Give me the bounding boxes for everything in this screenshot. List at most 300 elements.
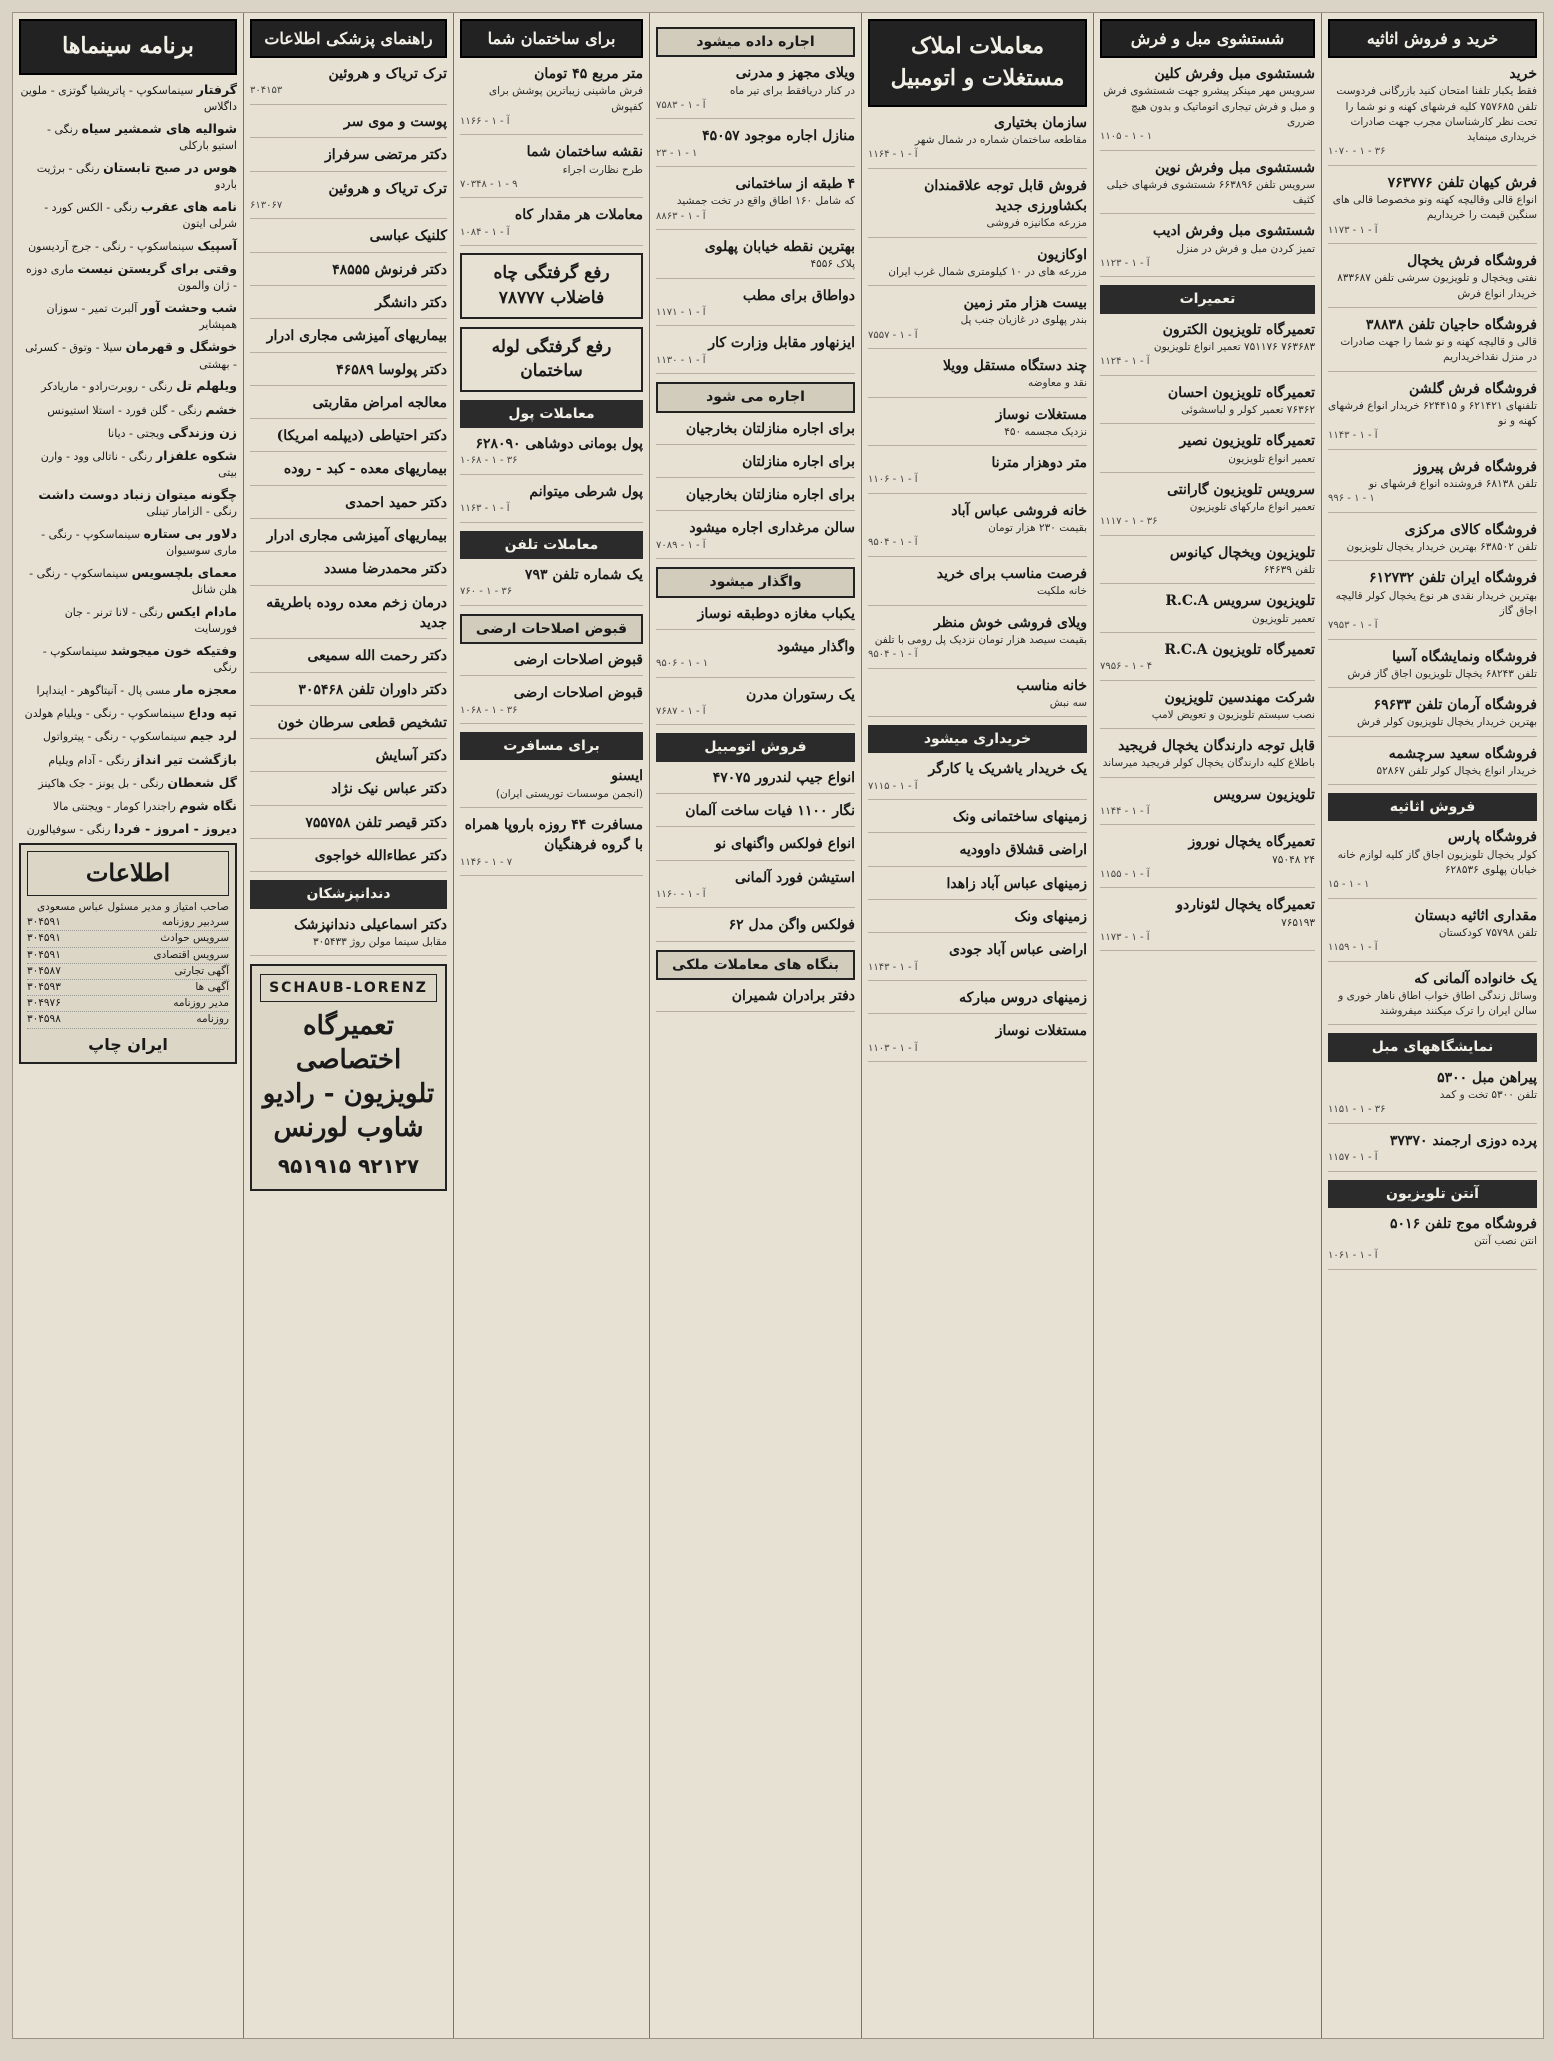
ad-title: مقداری اثاثیه دبستان	[1414, 907, 1537, 924]
ad-body: خریدار انواع یخچال کولر تلفن ۵۲۸۶۷	[1376, 764, 1537, 777]
film-details: سینماسکوپ - رنگی - ماری سوسیوان	[41, 527, 237, 558]
classified-ad	[1100, 64, 1315, 150]
ad-title: تعمیرگاه یخچال لئوناردو	[1176, 897, 1315, 914]
ad-title: تلویزیون ویخچال کیانوس	[1169, 544, 1315, 561]
ad-title: اوکازیون	[1037, 246, 1087, 263]
ad-body: تمیز کردن مبل و فرش در منزل	[1176, 242, 1315, 255]
ad-title: فرش کیهان تلفن ۷۶۳۷۷۶	[1387, 174, 1537, 191]
ad-title: یکباب مغازه دوطبقه نوساز	[697, 605, 855, 622]
ad-reference: ۱۱۲۴ - آ - ۱	[1100, 356, 1150, 368]
classified-ad	[250, 915, 447, 957]
ad-body: پلاک ۴۵۵۶	[810, 258, 855, 271]
film-details: سیلا - وتوق - کسرئی - بهشتی	[25, 341, 237, 371]
ad-title: دکتر دانشگر	[375, 294, 447, 311]
ad-reference: ۲۳ - ۱ - ۱	[656, 147, 698, 159]
cinema-listing	[19, 120, 237, 154]
ad-body: فرش ماشینی زیباترین پوشش برای کفپوش	[488, 85, 643, 113]
column-carpet-cleaning	[1093, 13, 1321, 2038]
film-details: رنگی - استیو بارکلی	[47, 122, 237, 153]
ad-title: دکتر محمدرضا مسدد	[323, 561, 447, 578]
ad-body: تعمیر انواع تلویزیون	[1228, 452, 1315, 465]
cinema-listing	[19, 681, 237, 699]
film-details: رنگی - لانا ترنر - جان فورسایت	[64, 606, 237, 636]
ad-title: فروشگاه کالای مرکزی	[1404, 521, 1537, 538]
classified-ad	[250, 393, 447, 419]
classified-ad	[656, 237, 855, 279]
film-title: مادام ایکس	[166, 604, 237, 620]
cinema-listing	[19, 820, 237, 838]
ad-title: ویلای مجهز و مدرنی	[735, 65, 855, 82]
cinema-listing	[19, 603, 237, 637]
promo-drain	[460, 253, 643, 318]
classified-ad	[250, 746, 447, 772]
ad-title: زمینهای ونک	[1014, 909, 1087, 926]
film-title: هوس در صبح تابستان	[103, 160, 237, 176]
film-details: آلبرت تمیر - سوزان همپشایر	[46, 302, 237, 332]
ad-body: نقد و معاوضه	[1028, 377, 1087, 390]
ad-title: دکتر آسایش	[375, 748, 447, 765]
ad-title: قبوض اصلاحات ارضی	[513, 652, 643, 669]
cinema-listing	[19, 424, 237, 442]
classified-ad	[656, 419, 855, 445]
classified-ad	[250, 813, 447, 839]
classified-ad	[1328, 647, 1537, 689]
classified-ad	[1328, 695, 1537, 737]
section-header-land-reform: قبوض اصلاحات ارضی	[460, 614, 643, 644]
classified-ad	[1100, 832, 1315, 888]
ad-title: درمان زخم معده روده باطریقه جدید	[266, 594, 447, 631]
ad-title: برای اجاره منازلتان	[742, 453, 855, 470]
classified-ad	[250, 713, 447, 739]
classified-ad	[1328, 315, 1537, 372]
ad-reference: ۱۱۶۴ - آ - ۱	[868, 149, 918, 161]
ad-body: نصب سیستم تلویزیون و تعویض لامپ	[1151, 708, 1315, 721]
ad-body: نزدیک مجسمه ۴۵۰	[1004, 425, 1087, 438]
classified-ad	[460, 434, 643, 475]
classified-ad	[656, 174, 855, 230]
classified-ad	[1100, 688, 1315, 730]
cinema-listing	[19, 260, 237, 294]
classified-ad	[460, 815, 643, 876]
film-details: رنگی - برژیت باردو	[36, 162, 237, 192]
classified-ad	[1100, 591, 1315, 633]
section-header-tv-antenna: آنتن تلویزیون	[1328, 1180, 1537, 1208]
ad-body: بهترین خریدار یخچال تلویزیون کولر فرش	[1357, 716, 1537, 729]
ad-title: فروشگاه ایران تلفن ۶۱۲۷۳۲	[1369, 570, 1537, 587]
classified-ad	[1328, 1068, 1537, 1124]
film-details: سینماسکوپ - رنگی - پیترواتول	[43, 730, 187, 744]
classified-ad	[868, 840, 1087, 866]
film-title: آسپیک	[197, 238, 237, 254]
ad-title: شرکت مهندسین تلویزیون	[1164, 689, 1315, 706]
ad-body: در کنار دریافقط برای تیر ماه	[729, 84, 855, 97]
contact-phone: ۳۰۴۵۹۱	[27, 932, 61, 945]
classified-ad	[460, 766, 643, 808]
ad-title: پول شرطی میتوانم	[529, 483, 643, 500]
classified-ad	[1328, 568, 1537, 639]
ad-reference: ۱۱۵۹ - آ - ۱	[1328, 942, 1378, 954]
classified-ad	[1100, 543, 1315, 585]
section-header-real-estate-agencies: بنگاه های معاملات ملکی	[656, 950, 855, 980]
schaub-lorenz-text: تعمیرگاه اختصاصی تلویزیون - رادیو شاوب لورنس	[262, 1011, 435, 1143]
ad-body: تلفن ۷۵۷۹۸ کودکستان	[1438, 926, 1537, 939]
ad-body: فقط یکبار تلفنا امتحان کنید بازرگانی فردوست تلفن ۷۵۷۶۸۵ کلیه فرشهای کهنه و نو شما را تحت نظر کارشناسان مجرب جهت صادرات خریداری مینماید	[1336, 85, 1537, 144]
classified-ad	[656, 286, 855, 327]
publisher-contact-row	[27, 980, 229, 996]
ad-title: بیماریهای آمیزشی مجاری ادرار	[266, 528, 447, 545]
ad-title: اراضی قشلاق داوودیه	[959, 842, 1087, 859]
ad-title: یک رستوران مدرن	[746, 686, 855, 703]
film-details: سینماسکوپ - رنگی - جرج آردیسون	[28, 240, 194, 254]
schaub-lorenz-logo: SCHAUB-LORENZ	[260, 974, 437, 1002]
ad-title: ایسنو	[611, 768, 643, 785]
ad-reference: ۱۰۷۰ - ۱ - ۳۶	[1328, 146, 1386, 158]
ad-title: یک شماره تلفن ۷۹۳	[524, 566, 643, 583]
ad-body: تلفن ۵۳۰۰ تخت و کمد	[1439, 1088, 1537, 1101]
cinema-listing	[19, 727, 237, 745]
ad-title: دفتر برادران شمیران	[731, 987, 855, 1004]
film-title: معمای بلچسویس	[131, 565, 237, 581]
ad-body: باطلاع کلیه دارندگان یخچال کولر فریجید میرساند	[1102, 757, 1315, 770]
classified-ad	[868, 405, 1087, 447]
film-details: سینماسکوپ - رنگی - ویلیام هولدن	[24, 707, 185, 721]
cinema-listing	[19, 751, 237, 769]
classified-ad	[1328, 969, 1537, 1026]
classified-ad	[250, 179, 447, 220]
classified-ad	[868, 759, 1087, 800]
film-details: مسی پال - آنیتاگوهر - اینداپرا	[36, 684, 171, 698]
classified-ad	[1100, 895, 1315, 951]
ad-title: تلویزیون سرویس R.C.A	[1165, 593, 1315, 610]
classified-ad	[250, 493, 447, 519]
section-header-furniture-sale: فروش اثاثیه	[1328, 793, 1537, 821]
schaub-lorenz-phones: ۹۲۱۲۷ ۹۵۱۹۱۵	[277, 1153, 420, 1178]
classified-ad	[656, 518, 855, 559]
ad-body: طرح نظارت اجراء	[562, 163, 643, 176]
ad-title: دکتر عطاءالله خواجوی	[314, 848, 447, 865]
ad-title: فروش قابل توجه علاقمندان بکشاورزی جدید	[924, 177, 1087, 215]
classified-ad	[250, 145, 447, 171]
section-header-car-sale: فروش اتومبیل	[656, 733, 855, 761]
ad-title: برای اجاره منازلتان بخارجیان	[685, 420, 855, 437]
ad-body: ۷۶۵۱۹۳	[1281, 916, 1315, 929]
ad-reference: ۱۱۴۶ - ۱ - ۷	[460, 856, 513, 868]
ad-title: بهترین نقطه خیابان پهلوی	[704, 239, 855, 256]
ad-reference: ۱۱۴۳ - آ - ۱	[1328, 430, 1378, 442]
classified-ad	[868, 988, 1087, 1014]
ad-body: ۲۴ ۷۵۰۴۸	[1272, 853, 1315, 866]
section-header-wanted-rent: اجاره می شود	[656, 382, 855, 412]
classified-ad	[868, 564, 1087, 606]
ad-title: سرویس تلویزیون گارانتی	[1167, 481, 1315, 498]
film-title: معجزه مار	[174, 682, 237, 698]
classified-ad	[656, 801, 855, 827]
film-title: نگاه شوم	[179, 797, 237, 813]
film-title: خوشگل و قهرمان	[125, 339, 237, 355]
ad-body: مزرعه های در ۱۰ کیلومتری شمال غرب ایران	[888, 265, 1087, 278]
ad-reference: ۱۰۶۱ - آ - ۱	[1328, 1250, 1378, 1262]
ad-title: دکتر فرنوش ۴۸۵۵۵	[332, 261, 447, 278]
ad-reference: ۹۵۰۴ - آ - ۱	[868, 649, 918, 661]
film-title: لرد جیم	[189, 728, 237, 744]
classified-ad	[1100, 785, 1315, 826]
ad-reference: ۱۱۵۵ - آ - ۱	[1100, 868, 1150, 880]
ad-title: برای اجاره منازلتان بخارجیان	[685, 487, 855, 504]
ad-body: تلفن ۶۴۶۳۹	[1263, 564, 1315, 577]
contact-phone: ۳۰۴۵۹۱	[27, 916, 61, 929]
publisher-contact-row	[27, 996, 229, 1012]
film-details: سینماسکوپ - پاتریشیا گوتزی - ملوین داگلاس	[20, 83, 237, 114]
classified-ad	[250, 680, 447, 706]
ad-reference: ۱۵ - ۱ - ۱	[1328, 879, 1370, 891]
ad-body: سه نبش	[1049, 696, 1087, 709]
ad-reference: ۷۰۳۴۸ - ۱ - ۹	[460, 178, 518, 190]
classified-ad	[250, 360, 447, 386]
classifieds-page	[12, 12, 1544, 2039]
ad-reference: ۷۹۵۶ - ۱ - ۴	[1100, 661, 1153, 673]
classified-ad	[460, 650, 643, 676]
ad-title: فروشگاه فرش پیروز	[1414, 458, 1537, 475]
classified-ad	[656, 868, 855, 909]
ad-reference: ۱۱۷۳ - آ - ۱	[1100, 931, 1150, 943]
ad-reference: ۱۰۸۴ - آ - ۱	[460, 226, 510, 238]
publisher-contact-row	[27, 931, 229, 947]
ad-title: دکتر پولوسا ۴۶۵۸۹	[336, 361, 447, 378]
contact-phone: ۳۰۴۵۹۳	[27, 980, 61, 993]
cinema-listing	[19, 486, 237, 520]
ad-title: قابل توجه دارندگان یخچال فریجید	[1118, 738, 1315, 755]
classified-ad	[460, 142, 643, 198]
ad-reference: ۱۱۵۷ - آ - ۱	[1328, 1152, 1378, 1163]
film-details: رنگی - روبرت‌رادو - ماریادکر	[41, 380, 173, 394]
ad-title: سازمان بختیاری	[993, 114, 1087, 131]
ad-title: تعمیرگاه تلویزیون نصیر	[1179, 433, 1315, 450]
column-building	[453, 13, 649, 2038]
ad-title: خرید	[1509, 66, 1537, 83]
classified-ad	[250, 226, 447, 252]
ad-body: بهترین خریدار نقدی هر نوع یخچال کولر قالیچه اجاق گاز	[1335, 589, 1537, 617]
ad-body: انواع قالی وقالیچه کهنه ونو مخصوصا قالی های سنگین قیمت را خریداریم	[1332, 194, 1537, 222]
film-title: تپه وداع	[188, 705, 237, 721]
film-title: وقتی برای گریستن نیست	[77, 261, 237, 277]
film-title: ویلهلم تل	[176, 378, 237, 394]
cinema-listing	[19, 377, 237, 395]
classified-ad	[250, 846, 447, 872]
classified-ad	[868, 356, 1087, 398]
ettelaat-logo: اطلاعات	[27, 851, 229, 896]
cinema-listing	[19, 159, 237, 193]
ad-reference: ۷۰۸۹ - آ - ۱	[656, 539, 706, 551]
ad-title: متر مربع ۴۵ تومان	[534, 66, 643, 83]
ad-reference: ۶۱۳۰۶۷	[250, 199, 283, 211]
section-header-repairs: تعمیرات	[1100, 285, 1315, 313]
section-header-phone: معاملات تلفن	[460, 531, 643, 559]
ad-title: نقشه ساختمان شما	[526, 144, 643, 161]
cinema-listing	[19, 299, 237, 333]
ad-title: تعمیرگاه تلویزیون احسان	[1167, 384, 1315, 401]
ad-title: شستشوی مبل وفرش کلین	[1154, 66, 1315, 83]
classified-ad	[656, 685, 855, 726]
contact-phone: ۳۰۴۵۸۷	[27, 964, 61, 977]
ad-body: تعمیر انواع مارکهای تلویزیون	[1189, 501, 1315, 514]
column-furniture	[1321, 13, 1543, 2038]
section-header-building: برای ساختمان شما	[460, 19, 643, 58]
film-details: سینماسکوپ - رنگی	[42, 645, 237, 675]
contact-label: آگهی تجارتی	[174, 964, 229, 977]
ad-reference: ۱۱۱۷ - ۱ - ۳۶	[1100, 516, 1158, 528]
classified-ad	[656, 637, 855, 678]
section-header-buying: خریداری میشود	[868, 725, 1087, 753]
column-real-estate	[861, 13, 1093, 2038]
ad-title: قبوض اصلاحات ارضی	[513, 685, 643, 702]
ad-title: یک خریدار یاشریک یا کارگر	[928, 761, 1087, 778]
ad-reference: ۷۹۵۳ - آ - ۱	[1328, 620, 1378, 632]
contact-phone: ۳۰۴۵۹۱	[27, 948, 61, 961]
classified-ad	[1328, 906, 1537, 962]
contact-label: مدیر روزنامه	[173, 997, 229, 1010]
classified-ad	[1328, 827, 1537, 898]
ad-body: تلفنهای ۶۲۱۴۲۱ و ۶۲۴۴۱۵ خریدار انواع فرشهای کهنه و نو	[1328, 399, 1537, 428]
classified-ad	[250, 326, 447, 352]
film-title: شوالیه های شمشیر سیاه	[81, 120, 237, 136]
column-cinema	[13, 13, 243, 2038]
section-header-for-rent: اجاره داده میشود	[656, 27, 855, 57]
classified-ad	[1100, 221, 1315, 277]
ad-title: منازل اجاره موجود ۴۵۰۵۷	[702, 128, 855, 145]
classified-ad	[656, 604, 855, 630]
ad-reference: ۱۱۰۵ - ۱ - ۱	[1100, 131, 1153, 143]
ad-reference: ۷۶۸۷ - آ - ۱	[656, 705, 706, 717]
ad-reference: ۸۸۶۳ - آ - ۱	[656, 210, 706, 222]
classified-ad	[460, 683, 643, 724]
ad-title: دکتر اسماعیلی دندانپزشک	[294, 916, 447, 933]
ad-title: کلنیک عباسی	[369, 228, 447, 245]
cinema-listing	[19, 338, 237, 372]
classified-ad	[656, 768, 855, 794]
classified-ad	[250, 426, 447, 452]
ad-title: ترک تریاک و هروئین	[328, 180, 447, 197]
ad-body: قالی و قالیچه کهنه و نو شما را جهت صادرات در منزل نقداخریداریم	[1340, 336, 1537, 364]
cinema-listing	[19, 198, 237, 232]
classified-ad	[460, 482, 643, 523]
classified-ad	[868, 245, 1087, 287]
ad-title: ترک تریاک و هروئین	[328, 66, 447, 83]
ad-body: سرویس مهر مینکر پیشرو جهت شستشوی فرش و مبل و فرش تیجاری اتوماتیک و بدون هیچ ضرری	[1103, 85, 1315, 128]
cinema-listing	[19, 81, 237, 115]
ad-title: واگذار میشود	[777, 638, 855, 655]
ad-title: پرده دوزی ارجمند ۳۷۳۷۰	[1389, 1132, 1537, 1149]
film-title: دلاور بی ستاره	[143, 525, 237, 541]
ad-title: پوست و موی سر	[343, 113, 447, 130]
ad-body: تلفن ۶۸۲۴۳ یخچال تلویزیون اجاق گاز فرش	[1347, 667, 1537, 680]
ad-body: انتن نصب آنتن	[1473, 1235, 1537, 1248]
classified-ad	[1328, 1131, 1537, 1172]
cinema-listing	[19, 642, 237, 676]
classified-ad	[868, 501, 1087, 557]
ad-title: دواطاق برای مطب	[742, 287, 855, 304]
film-details: رنگی - الکس کورد - شرلی ایتون	[44, 201, 237, 231]
ad-title: دکتر مرتضی سرفراز	[324, 147, 447, 164]
ad-body: بندر پهلوی در غازیان جنب پل	[960, 314, 1087, 327]
ad-title: چند دستگاه مستقل وویلا	[942, 358, 1087, 375]
ad-title: فروشگاه فرش گلشن	[1409, 380, 1537, 397]
classified-ad	[656, 986, 855, 1012]
classified-ad	[1100, 383, 1315, 425]
film-details: رنگی - آدام ویلیام	[48, 753, 130, 767]
ad-reference: ۹۹۶ - ۱ - ۱	[1328, 493, 1375, 505]
classified-ad	[460, 565, 643, 606]
film-title: خشم	[205, 401, 237, 417]
ad-reference: ۷۵۸۳ - آ - ۱	[656, 99, 706, 111]
cinema-listing	[19, 447, 237, 481]
cinema-listing	[19, 704, 237, 722]
ad-body: کولر یخچال تلویزیون اجاق گاز کلیه لوازم خانه خیابان پهلوی ۶۲۸۵۳۶	[1337, 848, 1537, 876]
contact-label: روزنامه	[196, 1013, 229, 1026]
ad-body: سرویس تلفن ۶۶۳۸۹۶ شستشوی فرشهای خیلی کثیف	[1106, 178, 1315, 207]
section-header-travel: برای مسافرت	[460, 732, 643, 760]
ad-reference: ۹۵۰۴ - آ - ۱	[868, 537, 918, 549]
classified-ad	[1328, 457, 1537, 513]
classified-ad	[1328, 1214, 1537, 1270]
section-header-furniture-showrooms: نمایشگاههای مبل	[1328, 1033, 1537, 1061]
film-details: ویجتی - دیانا	[107, 426, 165, 440]
ad-title: انواع جیپ لندرور ۴۷۰۷۵	[712, 769, 855, 786]
ad-title: فروشگاه سعید سرچشمه	[1388, 745, 1537, 762]
ad-title: یک خانواده آلمانی که	[1414, 970, 1537, 987]
contact-label: سردبیر روزنامه	[161, 916, 229, 929]
film-title: نامه های عقرب	[140, 199, 237, 215]
ad-reference: ۳۰۴۱۵۳	[250, 85, 283, 97]
ad-title: دکتر حمید احمدی	[345, 494, 447, 511]
ad-title: استیشن فورد آلمانی	[735, 869, 855, 886]
promo-pipe	[460, 327, 643, 392]
ad-reference: ۱۱۶۶ - آ - ۱	[460, 115, 510, 127]
film-title: دیروز - امروز - فردا	[113, 820, 237, 836]
ad-reference: ۱۱۷۳ - آ - ۱	[1328, 224, 1378, 236]
publisher-owner: صاحب امتیاز و مدیر مسئول عباس مسعودی	[36, 900, 229, 913]
ad-title: فروشگاه پارس	[1447, 829, 1537, 846]
classified-ad	[1328, 379, 1537, 450]
ad-title: پول بومانی دوشاهی ۶۲۸۰۹۰	[475, 436, 643, 453]
classified-ad	[250, 459, 447, 485]
classified-ad	[250, 559, 447, 585]
ad-title: پیراهن مبل ۵۳۰۰	[1437, 1069, 1537, 1086]
ad-reference: ۱۱۲۳ - آ - ۱	[1100, 257, 1150, 269]
classified-ad	[1328, 744, 1537, 786]
ad-title: فروشگاه ونمایشگاه آسیا	[1392, 648, 1537, 665]
ad-title: دکتر احتیاطی (دیپلمه امریکا)	[276, 428, 447, 445]
ad-title: مستغلات نوساز	[995, 1023, 1087, 1040]
classified-ad	[656, 452, 855, 478]
ad-title: بیماریهای آمیزشی مجاری ادرار	[266, 328, 447, 345]
film-details: رنگی - الزامار تینلی	[146, 505, 237, 519]
ad-title: معاملات هر مقدار کاه	[514, 207, 643, 224]
publisher-contact-row	[27, 948, 229, 964]
ad-reference: ۱۱۶۳ - آ - ۱	[460, 503, 510, 515]
section-header-transfer: واگذار میشود	[656, 567, 855, 597]
classified-ad	[250, 526, 447, 552]
film-details: ماری دوزه - ژان والمون	[26, 263, 237, 293]
classified-ad	[460, 205, 643, 246]
ad-title: تعمیرگاه یخچال نوروز	[1188, 834, 1315, 851]
promo-drain-text: رفع گرفتگی چاه فاضلاب ۷۸۷۷۷	[493, 263, 610, 308]
ad-title: بیماریهای معده - کبد - روده	[283, 461, 447, 478]
ad-body: وسائل زندگی اطاق خواب اطاق ناهار خوری و سالن ایران را ترک میکنند میفروشند	[1338, 989, 1537, 1018]
column-rentals	[649, 13, 861, 2038]
ad-reference: ۷۱۱۵ - آ - ۱	[868, 780, 918, 792]
classified-ad	[868, 613, 1087, 669]
ad-title: مستغلات نوساز	[995, 406, 1087, 423]
